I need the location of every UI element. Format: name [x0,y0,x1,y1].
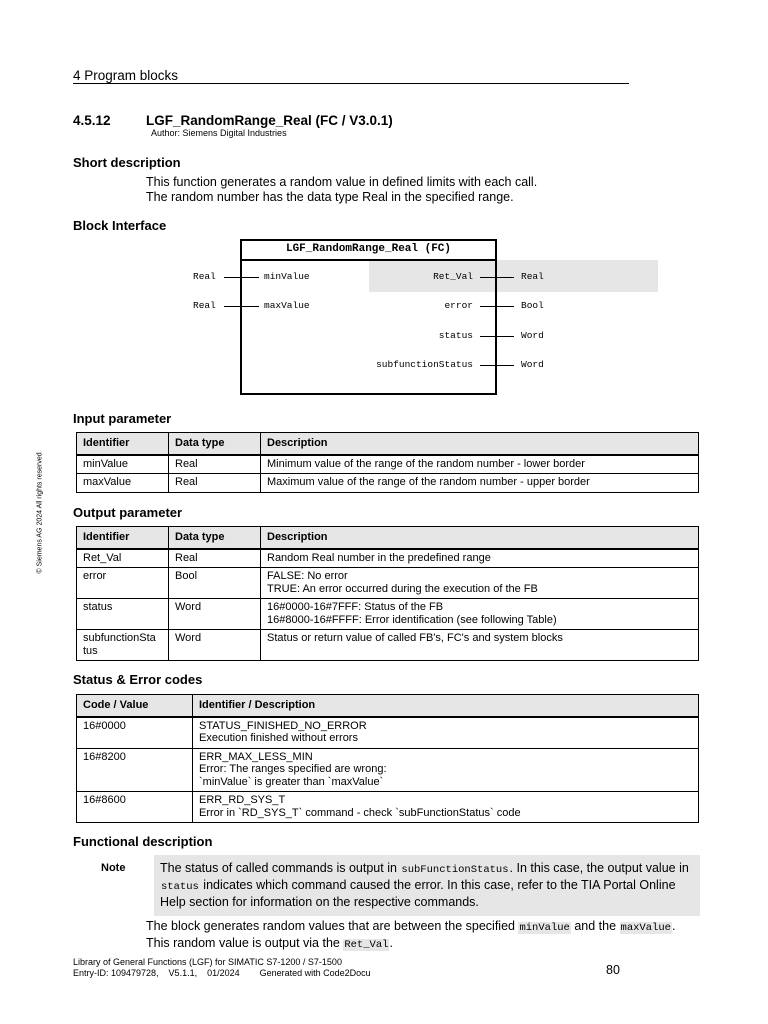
header-rule [73,83,629,84]
output-pin-label: subfunctionStatus [376,359,473,370]
table-row [77,717,699,749]
column-header: Identifier [77,433,169,455]
body-code: minValue [519,922,570,934]
table-row [77,549,699,568]
cell-data-type: Real [169,549,261,568]
table-row [77,792,699,823]
table-row [77,748,699,792]
note-label: Note [101,862,126,874]
description-line: 16#0000-16#7FFF: Status of the FB [267,601,444,613]
output-connector [480,277,514,278]
cell-code: 16#8600 [77,792,193,823]
copyright-vertical: © Siemens AG 2024 All rights reserved [36,452,44,574]
column-header: Identifier / Description [193,695,699,717]
description-line: Error in `RD_SYS_T` command - check `subFunctionStatus` code [199,806,521,819]
fc-block-title: LGF_RandomRange_Real (FC) [285,243,452,255]
cell-identifier: error [77,568,169,599]
cell-identifier: Ret_Val [77,549,169,568]
block-interface-heading: Block Interface [73,218,167,233]
input-parameter-heading: Input parameter [73,411,172,426]
cell-description [193,717,699,749]
table-row [77,568,699,599]
column-header: Code / Value [77,695,193,717]
output-pin-label: error [444,300,473,311]
input-connector [224,306,259,307]
input-connector [224,277,259,278]
output-type-label: Real [521,271,544,282]
fc-block-box [240,239,497,395]
cell-identifier: status [77,599,169,630]
output-connector [480,336,514,337]
short-description-line2: The random number has the data type Real in the specified range. [146,190,514,204]
functional-description-body [146,919,706,953]
description-line: Execution finished without errors [199,732,358,744]
cell-description: Random Real number in the predefined range [261,549,699,568]
cell-data-type: Bool [169,568,261,599]
functional-description-heading: Functional description [73,834,213,849]
body-code: Ret_Val [344,939,389,951]
body-code: maxValue [620,922,671,934]
cell-identifier: minValue [77,455,169,474]
output-parameter-heading: Output parameter [73,505,183,520]
table-row [77,455,699,474]
author: Author: Siemens Digital Industries [151,128,287,138]
note-box [154,855,700,916]
cell-data-type: Word [169,630,261,661]
note-text: The status of called commands is output in [160,861,401,875]
description-line: `minValue` is greater than `maxValue` [199,775,384,788]
cell-description: Minimum value of the range of the random number - lower border [261,455,699,474]
output-connector [480,306,514,307]
body-text: This random value is output via the [146,936,344,950]
identifier-line: tus [83,644,98,657]
column-header: Description [261,433,699,455]
page-title: LGF_RandomRange_Real (FC / V3.0.1) [146,113,393,128]
short-description-heading: Short description [73,155,181,170]
cell-description [193,792,699,823]
cell-description [261,599,699,630]
short-description-line1: This function generates a random value in defined limits with each call. [146,175,538,189]
table-row [77,599,699,630]
cell-code: 16#0000 [77,717,193,749]
note-code: subFunctionStatus [401,864,509,876]
input-pin-label: maxValue [264,300,310,311]
cell-data-type: Real [169,455,261,474]
status-codes-table [76,694,699,823]
input-parameter-table [76,432,699,493]
body-text: . [389,936,393,950]
footer-line2: Entry-ID: 109479728, V5.1.1, 01/2024 Generated with Code2Docu [73,968,371,978]
identifier-line: subfunctionSta [83,632,156,644]
input-pin-label: minValue [264,271,310,282]
page-number: 80 [606,963,620,977]
column-header: Description [261,527,699,549]
description-line: STATUS_FINISHED_NO_ERROR [199,719,367,732]
input-type-label: Real [193,300,216,311]
note-text: . In this case, the output value in [509,861,689,875]
body-text: The block generates random values that are between the specified [146,919,519,933]
title-number: 4.5.12 [73,113,111,128]
description-line: FALSE: No error [267,570,348,582]
output-pin-label: Ret_Val [433,271,473,282]
description-line: ERR_RD_SYS_T [199,794,286,806]
cell-description [193,748,699,792]
column-header: Data type [169,433,261,455]
cell-description: Status or return value of called FB's, FC's and system blocks [261,630,699,661]
cell-identifier: maxValue [77,474,169,493]
output-type-label: Word [521,359,544,370]
note-text: indicates which command caused the error. In this case, refer to the TIA Portal Online Help section for information on the respective commands. [160,878,676,909]
cell-code: 16#8200 [77,748,193,792]
description-line: TRUE: An error occurred during the execution of the FB [267,582,538,595]
cell-data-type: Real [169,474,261,493]
cell-description: Maximum value of the range of the random number - upper border [261,474,699,493]
column-header: Identifier [77,527,169,549]
section-header: 4 Program blocks [73,68,179,83]
output-connector [480,365,514,366]
output-type-label: Word [521,330,544,341]
note-code: status [161,881,199,893]
description-line: Error: The ranges specified are wrong: [199,763,387,775]
cell-data-type: Word [169,599,261,630]
footer-line1: Library of General Functions (LGF) for SIMATIC S7-1200 / S7-1500 [73,957,342,967]
table-row [77,474,699,493]
column-header: Data type [169,527,261,549]
cell-identifier [77,630,169,661]
description-line: ERR_MAX_LESS_MIN [199,750,313,763]
cell-description [261,568,699,599]
table-row [77,630,699,661]
output-pin-label: status [438,330,473,341]
body-text: . [671,919,676,933]
status-codes-heading: Status & Error codes [73,672,203,687]
output-type-label: Bool [521,300,544,311]
fc-block-title-rule [240,259,497,261]
output-parameter-table [76,526,699,661]
input-type-label: Real [193,271,216,282]
body-text: and the [570,919,620,933]
description-line: 16#8000-16#FFFF: Error identification (see following Table) [267,613,557,626]
